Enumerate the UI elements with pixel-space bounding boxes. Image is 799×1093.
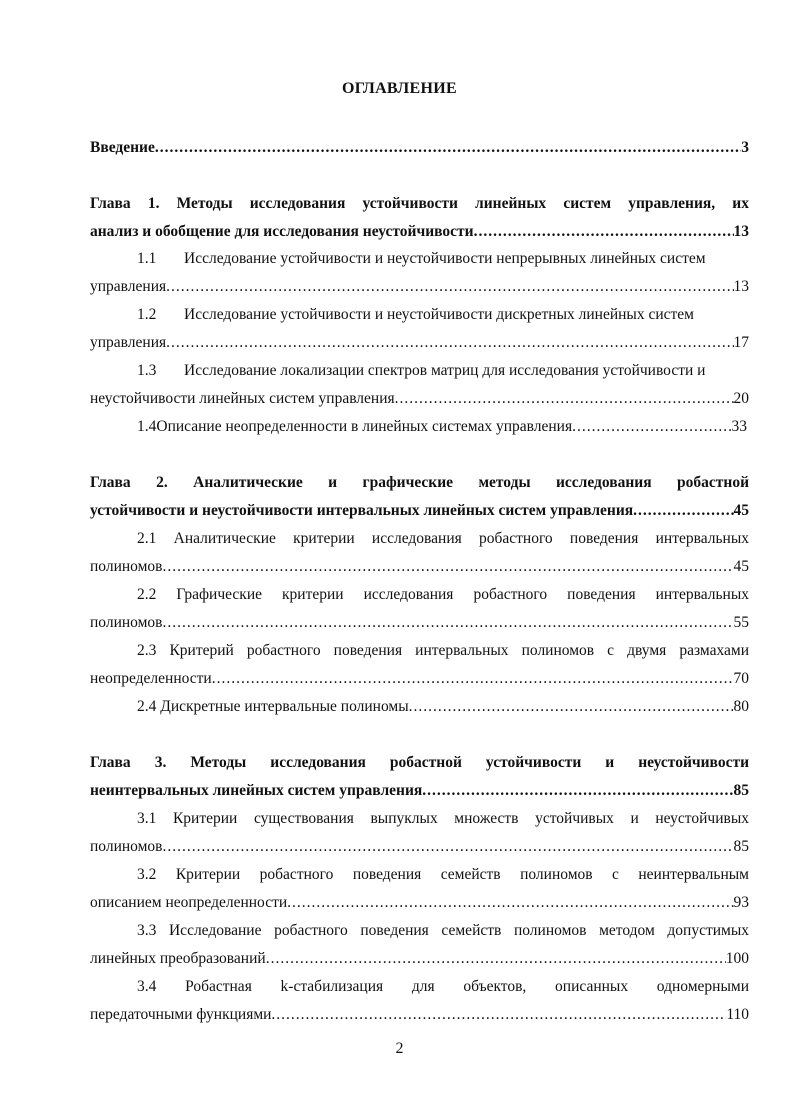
leader-dots xyxy=(287,891,733,915)
toc-page-number: 33 xyxy=(731,418,747,435)
toc-section-1-2-line-1 xyxy=(137,303,749,327)
toc-entry-label: описанием неопределенности xyxy=(90,894,288,911)
page-number: 2 xyxy=(395,1040,404,1057)
toc-page-number: 85 xyxy=(733,782,749,799)
toc-page-number: 45 xyxy=(733,558,749,575)
toc-section-1-2-line-2 xyxy=(90,331,749,355)
leader-dots xyxy=(166,275,733,299)
leader-dots xyxy=(409,695,734,719)
toc-chapter-1-line-2 xyxy=(90,220,749,244)
toc-entry-label: управления xyxy=(90,278,167,295)
toc-page-number: 17 xyxy=(733,334,749,351)
toc-entry-label: анализ и обобщение для исследования неустойчивости xyxy=(90,223,474,240)
toc-entry-label: управления xyxy=(90,334,167,351)
toc-page-number: 100 xyxy=(725,950,749,967)
toc-page-number: 93 xyxy=(733,894,749,911)
toc-entry-label: неопределенности xyxy=(90,670,212,687)
toc-section-3-4-line-2 xyxy=(90,1003,749,1027)
toc-section-1-4 xyxy=(137,415,747,439)
toc-entry-label: Введение xyxy=(90,139,155,156)
toc-page-number: 110 xyxy=(726,1006,749,1023)
toc-chapter-1-line-1: Глава 1. Методы исследования устойчивости линейных систем управления, их xyxy=(90,195,749,212)
toc-entry-label: полиномов xyxy=(90,558,163,575)
leader-dots xyxy=(163,835,734,859)
leader-dots xyxy=(422,779,733,803)
toc-page-number: 70 xyxy=(733,670,749,687)
toc-entry-label: полиномов xyxy=(90,614,163,631)
toc-section-1-3-line-1 xyxy=(137,359,749,383)
toc-section-3-3-line-1: 3.3 Исследование робастного поведения семейств полиномов методом допустимых xyxy=(137,922,749,939)
leader-dots xyxy=(166,331,733,355)
leader-dots xyxy=(474,220,734,244)
leader-dots xyxy=(163,611,734,635)
toc-entry-label: Описание неопределенности в линейных системах управления xyxy=(156,418,573,435)
section-number: 1.4 xyxy=(137,418,157,435)
section-title: Исследование устойчивости и неустойчивости непрерывных линейных систем xyxy=(184,250,706,267)
toc-chapter-2-line-1: Глава 2. Аналитические и графические методы исследования робастной xyxy=(90,474,749,491)
leader-dots xyxy=(266,947,726,971)
toc-section-2-2-line-2 xyxy=(90,611,749,635)
toc-page-number: 20 xyxy=(733,390,749,407)
toc-section-2-3-line-1: 2.3 Критерий робастного поведения интервальных полиномов с двумя размахами xyxy=(137,642,749,659)
section-number: 1.1 xyxy=(137,250,157,267)
section-number: 1.3 xyxy=(137,362,157,379)
toc-entry-label: неустойчивости линейных систем управления xyxy=(90,390,395,407)
section-title: Исследование устойчивости и неустойчивости дискретных линейных систем xyxy=(184,306,694,323)
toc-entry-label: неинтервальных линейных систем управления xyxy=(90,782,423,799)
toc-entry-label: передаточными функциями xyxy=(90,1006,272,1023)
leader-dots xyxy=(395,387,734,411)
toc-section-3-3-line-2 xyxy=(90,947,749,971)
toc-section-3-2-line-1: 3.2 Критерии робастного поведения семейств полиномов с неинтервальным xyxy=(137,866,749,883)
toc-section-3-1-line-2 xyxy=(90,835,749,859)
leader-dots xyxy=(271,1003,726,1027)
toc-section-3-4-line-1 xyxy=(137,975,749,999)
toc-page-number: 85 xyxy=(733,838,749,855)
toc-section-2-2-line-1: 2.2 Графические критерии исследования робастного поведения интервальных xyxy=(137,586,749,603)
toc-entry-label: полиномов xyxy=(90,838,163,855)
section-title: Робастная k-стабилизация для объектов, описанных одномерными xyxy=(185,978,749,995)
toc-section-3-2-line-2 xyxy=(90,891,749,915)
leader-dots xyxy=(155,136,741,160)
toc-page-number: 80 xyxy=(733,698,749,715)
toc-section-1-3-line-2 xyxy=(90,387,749,411)
toc-page-number: 45 xyxy=(733,502,749,519)
leader-dots xyxy=(163,555,734,579)
toc-section-3-1-line-1: 3.1 Критерии существования выпуклых множеств устойчивых и неустойчивых xyxy=(137,810,749,827)
toc-section-2-1-line-2 xyxy=(90,555,749,579)
toc-page-number: 55 xyxy=(733,614,749,631)
section-number: 3.4 xyxy=(137,978,157,995)
toc-section-2-3-line-2 xyxy=(90,667,749,691)
section-number: 1.2 xyxy=(137,306,157,323)
page-title: ОГЛАВЛЕНИЕ xyxy=(342,80,457,97)
toc-chapter-2-line-2 xyxy=(90,499,749,523)
toc-entry-intro xyxy=(90,136,749,160)
toc-page-number: 13 xyxy=(733,223,749,240)
toc-page-number: 13 xyxy=(733,278,749,295)
leader-dots xyxy=(572,415,731,439)
toc-section-2-4 xyxy=(137,695,749,719)
toc-entry-label: устойчивости и неустойчивости интервальных линейных систем управления xyxy=(90,502,634,519)
toc-chapter-3-line-2 xyxy=(90,779,749,803)
toc-section-1-1-line-2 xyxy=(90,275,749,299)
toc-page-number: 3 xyxy=(741,139,749,156)
leader-dots xyxy=(633,499,733,523)
leader-dots xyxy=(212,667,734,691)
section-title: Исследование локализации спектров матриц для исследования устойчивости и xyxy=(184,362,706,379)
toc-entry-label: 2.4 Дискретные интервальные полиномы xyxy=(137,698,409,715)
toc-chapter-3-line-1: Глава 3. Методы исследования робастной устойчивости и неустойчивости xyxy=(90,754,749,771)
toc-section-2-1-line-1: 2.1 Аналитические критерии исследования робастного поведения интервальных xyxy=(137,530,749,547)
toc-section-1-1-line-1 xyxy=(137,247,749,271)
toc-entry-label: линейных преобразований xyxy=(90,950,266,967)
